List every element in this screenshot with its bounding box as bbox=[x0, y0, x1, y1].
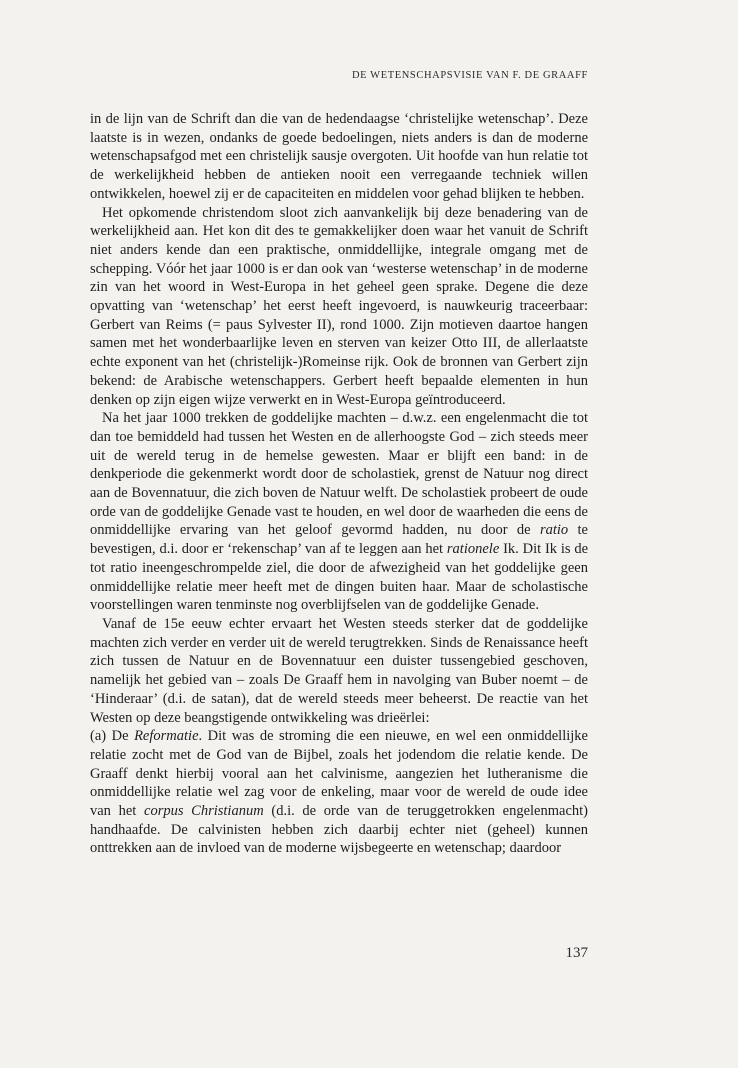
paragraph-text: Na het jaar 1000 trekken de goddelijke machten – d.w.z. een engelenmacht die tot dan toe bemiddeld had tussen het Westen en de allerhoogste God – zich steeds meer uit de wereld terug in de hemelse gewesten. Maar er blijft een band: in de denkperiode die gekenmerkt wordt door de scholastiek, grenst de Natuur nog direct aan de Bovennatuur, die zich boven de Natuur welft. De scholastiek probeert de oude orde van de goddelijke Genade vast te houden, en wel door de waarheden die eens de onmiddellijke ervaring van het geloof gevormd hadden, nu door de bbox=[90, 410, 588, 539]
paragraph-2 bbox=[90, 204, 588, 410]
paragraph-text: in de lijn van de Schrift dan die van de hedendaagse ‘christelijke wetenschap’. Deze laatste is in wezen, ondanks de goede bedoelingen, niets anders is dan de moderne wetenschapsafgod met een christelijk sausje overgoten. Uit hoofde van hun relatie tot de werkelijkheid hebben de antieken nooit een verregaande techniek willen ontwikkelen, hoewel zij er de capaciteiten en middelen voor gehad blijken te hebben. bbox=[90, 111, 588, 202]
body-text bbox=[90, 110, 588, 858]
italic-term-rationele: rationele bbox=[446, 541, 500, 558]
paragraph-text: . Dit was de stroming die een nieuwe, en wel een onmiddellijke relatie zocht met de God van de Bijbel, zoals het jodendom die relatie kende. De Graaff denkt hierbij vooral aan het calvinisme, aangezien het lutheranisme die onmiddellijke relatie wel zag voor de enkeling, maar voor de wereld de oude idee van het bbox=[90, 728, 588, 820]
paragraph-text: (d.i. de orde van de teruggetrokken engelenmacht) handhaafde. De calvinisten hebben zich daarbij echter niet (geheel) kunnen onttrekken aan de invloed van de moderne wijsbegeerte en wetenschap; daardoor bbox=[90, 803, 588, 857]
paragraph-text: Ik. Dit Ik is de tot ratio ineengeschrompelde ziel, die door de afwezigheid van het goddelijke geen onmiddellijke relatie meer heeft met de dingen buiten haar. Maar de scholastische voorstellingen waren tenminste nog overblijfselen van de goddelijke Genade. bbox=[90, 541, 589, 614]
page-number: 137 bbox=[565, 945, 588, 961]
italic-term-ratio: ratio bbox=[539, 522, 569, 539]
paragraph-5 bbox=[90, 727, 588, 858]
paragraph-text: (a) De bbox=[90, 728, 135, 745]
paragraph-text: Vanaf de 15e eeuw echter ervaart het Westen steeds sterker dat de goddelijke machten zich verder en verder uit de wereld terugtrekken. Sinds de Renaissance heeft zich tussen de Natuur en de Bovennatuur een duister tussengebied geschoven, namelijk het gebied van – zoals De Graaff hem in navolging van Buber noemt – de ‘Hinderaar’ (d.i. de satan), dat de wereld steeds meer beheerst. De reactie van het Westen op deze beangstigende ontwikkeling was drieërlei: bbox=[90, 615, 588, 726]
paragraph-1 bbox=[90, 110, 588, 204]
paragraph-3 bbox=[90, 409, 588, 615]
paragraph-text: te bevestigen, d.i. door er ‘rekenschap’ van af te leggen aan het bbox=[90, 522, 588, 558]
paragraph-4 bbox=[90, 615, 588, 727]
italic-term-corpus-christianum: corpus Christianum bbox=[144, 803, 264, 820]
paragraph-text: Het opkomende christendom sloot zich aanvankelijk bij deze benadering van de werkelijkheid aan. Het kon dit des te gemakkelijker doen waar het vanuit de Schrift niet anders kende dan een praktische, onmiddellijke, integrale omgang met de schepping. Vóór het jaar 1000 is er dan ook van ‘westerse wetenschap’ in de moderne zin van het woord in West-Europa in het geheel geen sprake. Degene die deze opvatting van ‘wetenschap’ het eerst heeft ingevoerd, is nauwkeurig traceerbaar: Gerbert van Reims (= paus Sylvester II), rond 1000. Zijn motieven daartoe hangen samen met het wonderbaarlijke leven en sterven van keizer Otto III, de allerlaatste echte exponent van het (christelijk-)Romeinse rijk. Ook de bronnen van Gerbert zijn bekend: de Arabische wetenschappers. Gerbert heeft bepaalde elementen in hun denken op zijn eigen wijze verwerkt en in West-Europa geïntroduceerd. bbox=[90, 204, 588, 408]
italic-term-reformatie: Reformatie bbox=[134, 728, 199, 745]
running-head: DE WETENSCHAPSVISIE VAN F. DE GRAAFF bbox=[351, 70, 588, 81]
